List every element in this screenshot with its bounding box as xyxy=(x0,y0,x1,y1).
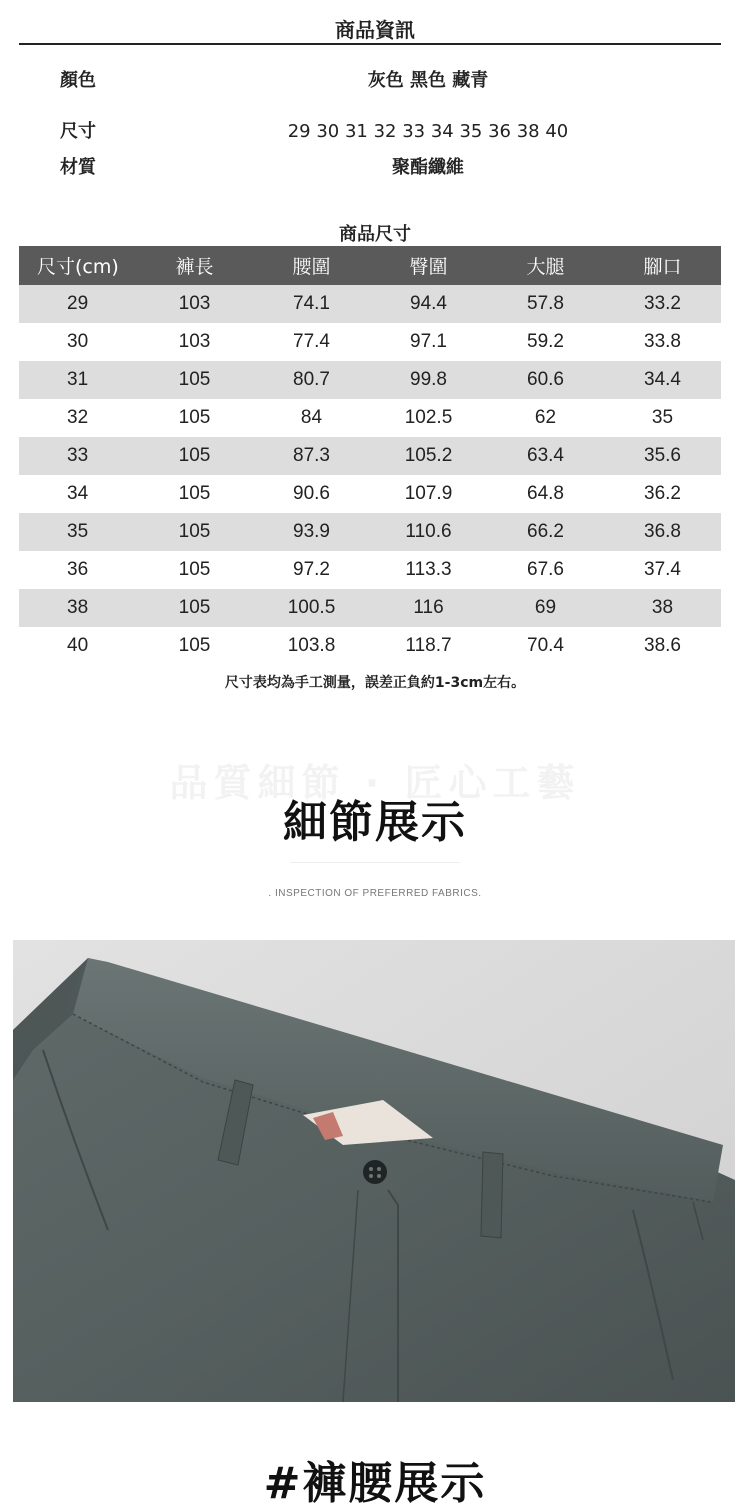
table-cell: 105.2 xyxy=(370,437,487,475)
size-table xyxy=(19,246,721,665)
table-cell: 97.2 xyxy=(293,559,330,580)
table-cell: 34 xyxy=(67,483,89,504)
table-cell: 97.1 xyxy=(410,331,447,352)
table-cell: 34.4 xyxy=(604,361,721,399)
table-cell: 35.6 xyxy=(604,437,721,475)
info-row-color xyxy=(0,66,750,96)
table-cell: 93.9 xyxy=(253,513,370,551)
header-size: 尺寸(cm) xyxy=(19,246,136,285)
table-cell: 105 xyxy=(178,559,211,580)
table-cell: 67.6 xyxy=(527,559,564,580)
table-cell: 33.8 xyxy=(644,331,681,352)
size-chart-title: 商品尺寸 xyxy=(339,224,411,245)
table-cell: 36 xyxy=(67,559,89,580)
table-cell: 90.6 xyxy=(293,483,330,504)
table-row xyxy=(19,627,721,665)
info-title: 商品資訊 xyxy=(335,18,415,42)
info-value-material: 聚酯纖維 xyxy=(392,157,464,178)
table-cell: 62 xyxy=(534,407,557,428)
table-cell: 60.6 xyxy=(487,361,604,399)
table-cell: 77.4 xyxy=(293,331,330,352)
info-value-size: 29 30 31 32 33 34 35 36 38 40 xyxy=(287,121,569,142)
info-row-material xyxy=(0,153,750,183)
table-row xyxy=(19,285,721,323)
info-label-material: 材質 xyxy=(60,157,96,178)
table-cell: 107.9 xyxy=(404,483,453,504)
table-cell: 29 xyxy=(19,285,136,323)
table-cell: 30 xyxy=(67,331,89,352)
size-table-header xyxy=(19,246,721,285)
table-row xyxy=(19,399,721,437)
table-cell: 84 xyxy=(300,407,323,428)
detail-title: 細節展示 xyxy=(283,797,467,848)
info-label-size: 尺寸 xyxy=(60,121,96,142)
table-cell: 105 xyxy=(136,589,253,627)
table-cell: 40 xyxy=(67,635,89,656)
table-cell: 35 xyxy=(19,513,136,551)
table-cell: 102.5 xyxy=(404,407,453,428)
pants-illustration xyxy=(13,940,735,1402)
info-value-color: 灰色 黑色 藏青 xyxy=(367,70,489,91)
table-row xyxy=(19,513,721,551)
table-cell: 36.2 xyxy=(644,483,681,504)
table-cell: 105 xyxy=(136,361,253,399)
table-cell: 116 xyxy=(370,589,487,627)
header-length: 褲長 xyxy=(136,246,253,285)
table-row xyxy=(19,323,721,361)
table-cell: 87.3 xyxy=(253,437,370,475)
table-cell: 64.8 xyxy=(527,483,564,504)
watermark-text: 品質細節 · 匠心工藝 xyxy=(169,761,581,805)
detail-subtitle: . INSPECTION OF PREFERRED FABRICS. xyxy=(268,888,482,899)
table-cell: 33.2 xyxy=(604,285,721,323)
table-cell: 105 xyxy=(136,513,253,551)
table-row xyxy=(19,475,721,513)
header-waist: 腰圍 xyxy=(253,246,370,285)
table-cell: 103.8 xyxy=(287,635,336,656)
table-cell: 80.7 xyxy=(253,361,370,399)
pants-waist-photo xyxy=(13,940,735,1402)
table-cell: 59.2 xyxy=(527,331,564,352)
table-cell: 31 xyxy=(19,361,136,399)
table-cell: 105 xyxy=(136,437,253,475)
header-thigh: 大腿 xyxy=(487,246,604,285)
table-cell: 57.8 xyxy=(487,285,604,323)
table-cell: 35 xyxy=(651,407,674,428)
table-cell: 99.8 xyxy=(370,361,487,399)
table-cell: 32 xyxy=(67,407,89,428)
table-cell: 94.4 xyxy=(370,285,487,323)
table-cell: 74.1 xyxy=(253,285,370,323)
table-cell: 38.6 xyxy=(644,635,681,656)
table-row xyxy=(19,437,721,475)
table-cell: 100.5 xyxy=(253,589,370,627)
table-cell: 110.6 xyxy=(370,513,487,551)
table-row xyxy=(19,589,721,627)
info-label-color: 顏色 xyxy=(60,70,96,91)
table-cell: 70.4 xyxy=(527,635,564,656)
header-hem: 腳口 xyxy=(604,246,721,285)
info-divider xyxy=(19,43,721,45)
table-row xyxy=(19,551,721,589)
table-cell: 66.2 xyxy=(487,513,604,551)
table-cell: 69 xyxy=(487,589,604,627)
table-cell: 103 xyxy=(178,331,211,352)
decorative-rule xyxy=(290,862,460,863)
table-cell: 33 xyxy=(19,437,136,475)
info-row-size xyxy=(0,117,750,147)
table-cell: 37.4 xyxy=(644,559,681,580)
waist-display-title: #褲腰展示 xyxy=(263,1458,487,1509)
table-cell: 105 xyxy=(178,635,211,656)
table-cell: 38 xyxy=(604,589,721,627)
table-row xyxy=(19,361,721,399)
table-cell: 36.8 xyxy=(604,513,721,551)
table-cell: 63.4 xyxy=(487,437,604,475)
table-cell: 118.7 xyxy=(405,635,452,656)
size-note: 尺寸表均為手工測量，誤差正負約1-3cm左右。 xyxy=(224,675,526,691)
table-cell: 105 xyxy=(178,407,211,428)
size-table-body xyxy=(19,285,721,665)
table-cell: 103 xyxy=(136,285,253,323)
table-cell: 113.3 xyxy=(405,559,452,580)
table-cell: 38 xyxy=(19,589,136,627)
header-hip: 臀圍 xyxy=(370,246,487,285)
table-cell: 105 xyxy=(178,483,211,504)
